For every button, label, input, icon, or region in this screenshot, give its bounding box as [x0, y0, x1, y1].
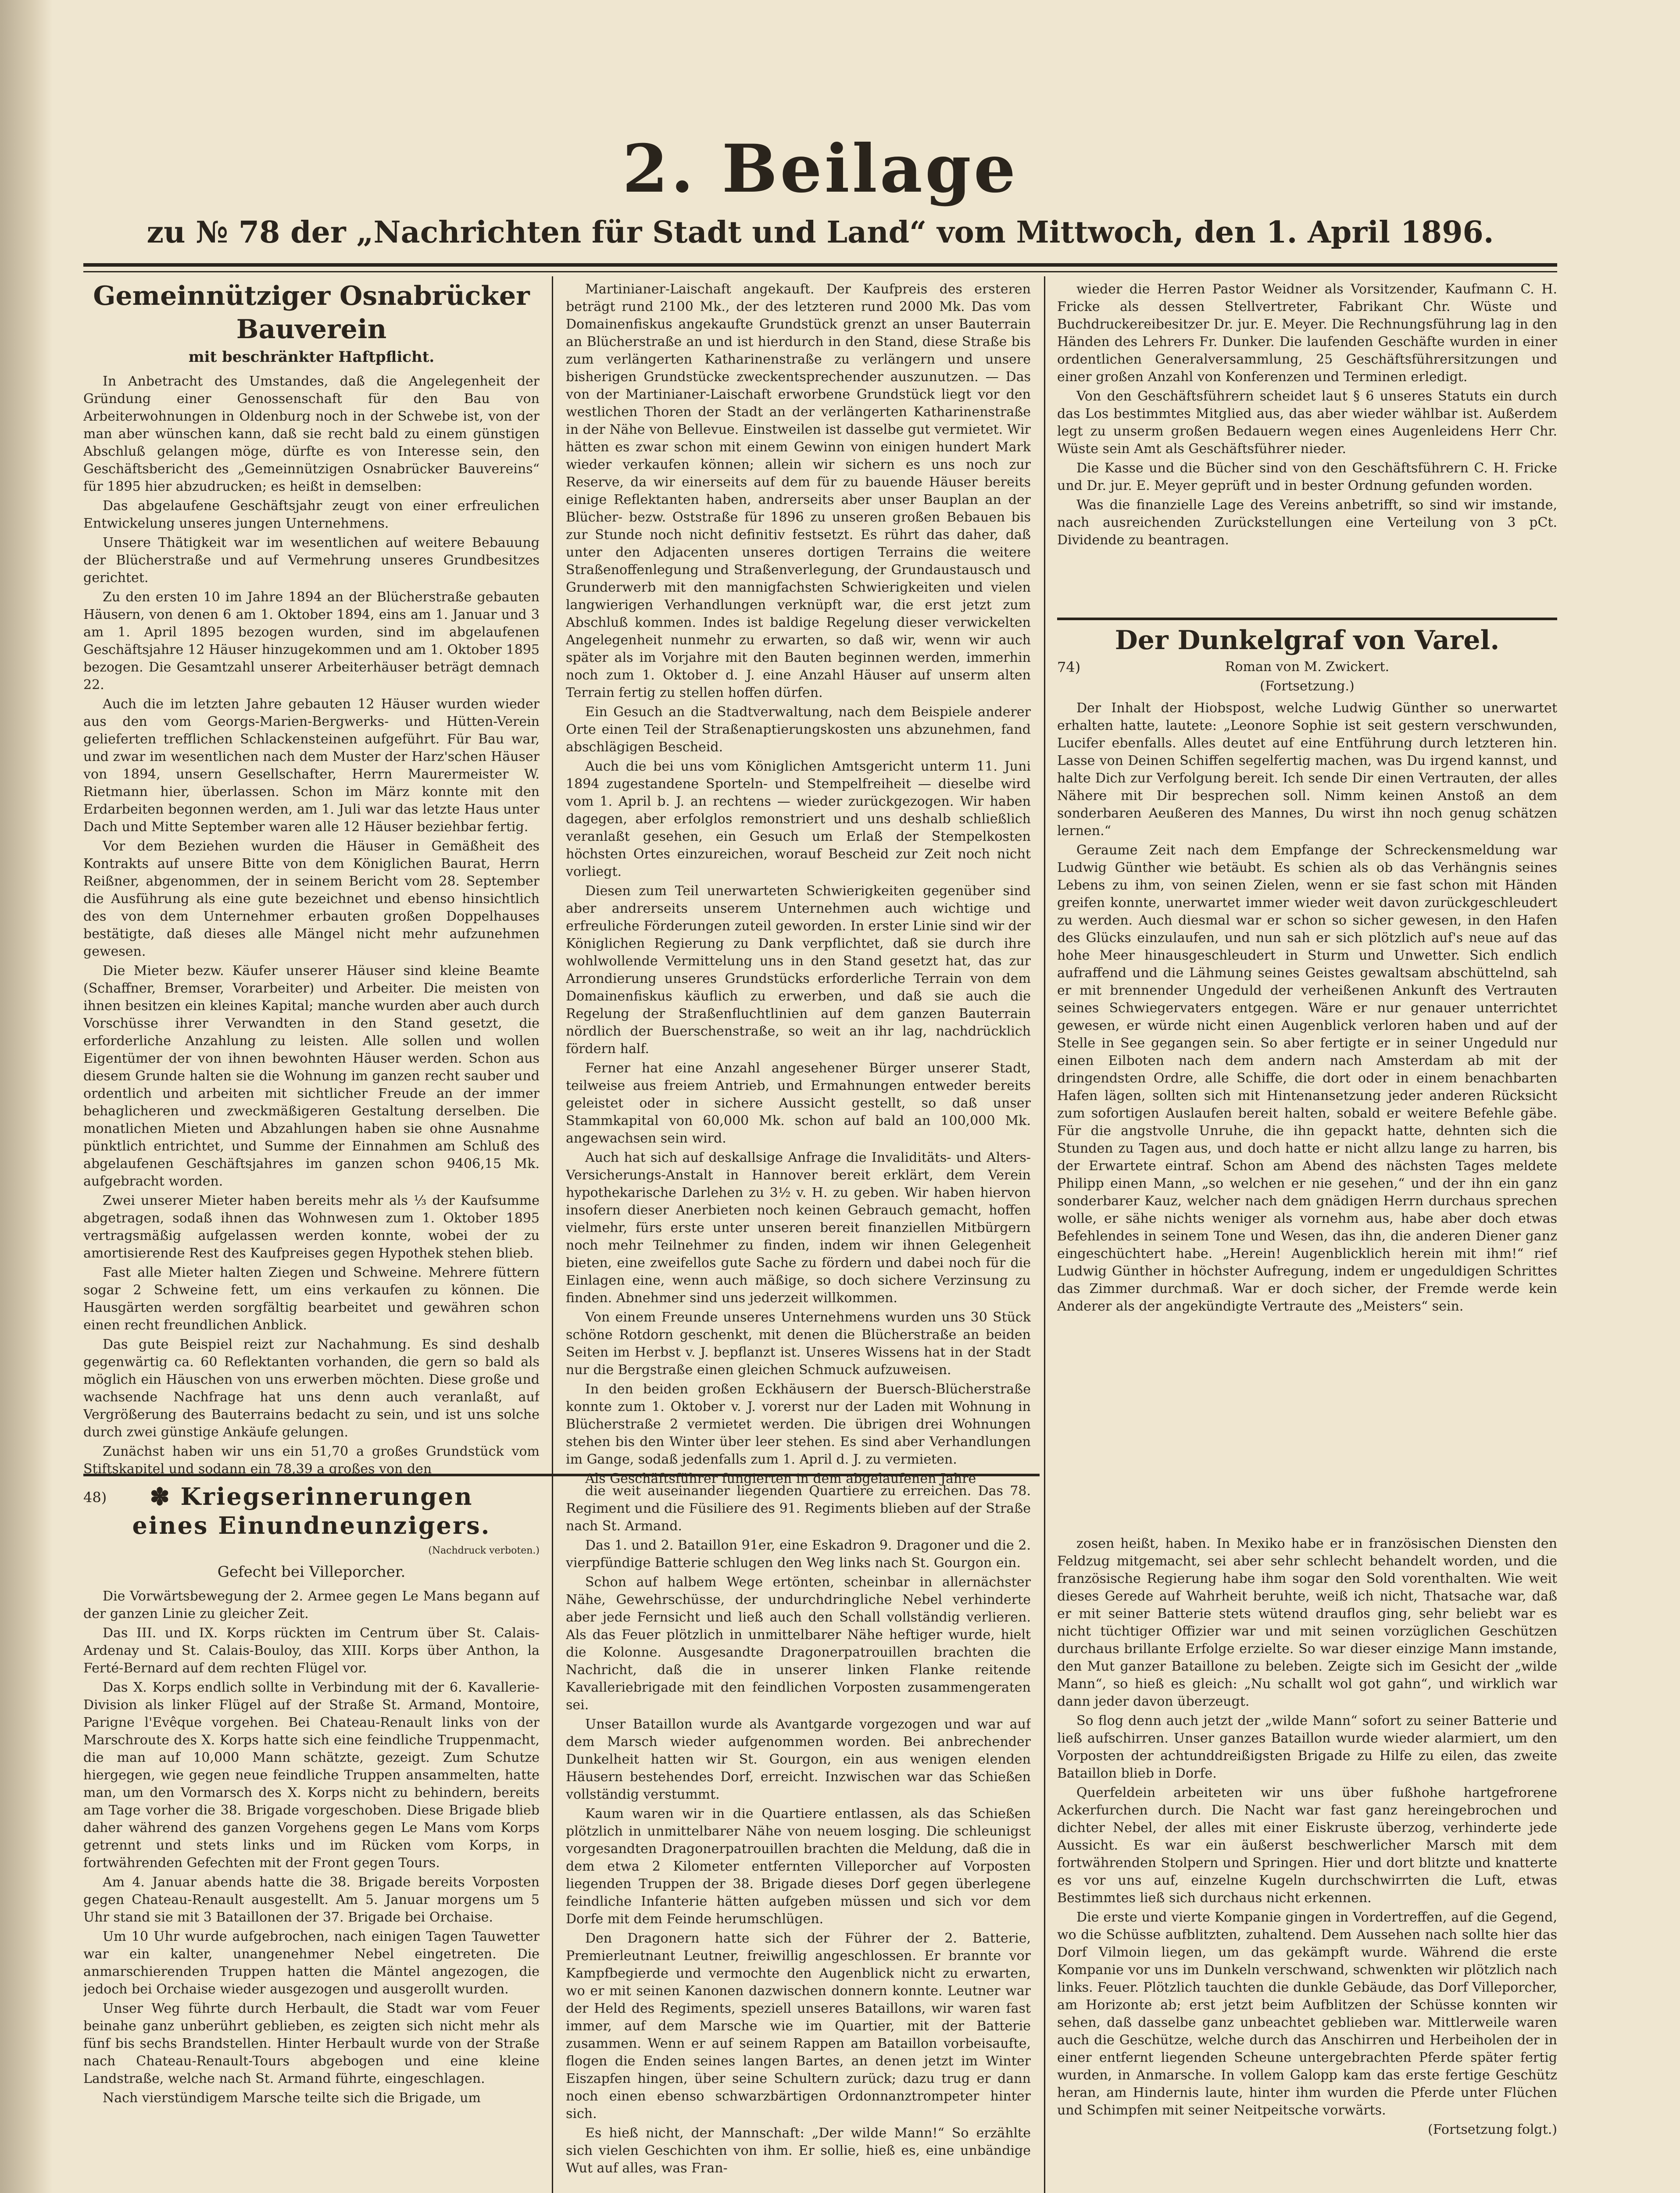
kriegs-paragraph: Kaum waren wir in die Quartiere entlassen, als das Schießen plötzlich in unmittelbarer Nähe von neuem losging. Die schleunigst vorgesandten Dragonerpatrouillen brachten die Meldung, daß die in dem etwa 2 Kilometer entfernten Villeporcher auf Vorposten liegenden Truppen der 38. Brigade dieses Dorf gegen überlegene feindliche Infanterie hätten aufgeben müssen und sich vor dem Dorfe mit dem Feinde herumschlügen.	[566, 1806, 1031, 1927]
kriegs-paragraph: Nach vierstündigem Marsche teilte sich die Brigade, um	[103, 2090, 481, 2106]
article-paragraph: Zwei unserer Mieter haben bereits mehr als ⅓ der Kaufsumme abgetragen, sodaß ihnen das Wohnwesen zum 1. Oktober 1895 vertragsmäßig aufgelassen werden konnte, wobei der zu amortisierende Rest des Kaufpreises gegen Hypothek stehen blieb.	[83, 1193, 540, 1261]
kriegs-subheading: Gefecht bei Villeporcher.	[217, 1563, 406, 1581]
kriegs-column-1	[83, 1482, 540, 2193]
column-divider	[552, 276, 553, 1531]
kriegs-column-3	[1057, 1535, 1557, 2193]
kriegs-paragraph: Schon auf halbem Wege ertönten, scheinbar in allernächster Nähe, Gewehrschüsse, der undurchdringliche Nebel verhinderte aber jede Fernsicht und ließ auch den Schall vollständig verlieren. Als das Feuer plötzlich in unmittelbarer Nähe heftiger wurde, hielt die Kolonne. Ausgesandte Dragonerpatrouillen brachten die Nachricht, daß die in unserer linken Flanke reitende Kavalleriebrigade mit den feindlichen Vorposten zusammengeraten sei.	[566, 1575, 1031, 1713]
article-paragraph: Von einem Freunde unseres Unternehmens wurden uns 30 Stück schöne Rotdorn geschenkt, mit denen die Blücherstraße an beiden Seiten im Herbst v. J. bepflanzt ist. Unseres Wissens hat in der Stadt nur die Bergstraße einen gleichen Schmuck aufzuweisen.	[566, 1310, 1031, 1378]
supplement-title: 2. Beilage	[622, 130, 1019, 207]
page-binding-edge	[0, 0, 53, 2193]
kriegs-paragraph: Um 10 Uhr wurde aufgebrochen, nach einigen Tagen Tauwetter war ein kalter, unangenehmer Nebel eingetreten. Die anmarschierenden Truppen hatten die Mäntel angezogen, die jedoch bei Orchaise wieder ausgezogen und ausgerollt wurden.	[83, 1929, 540, 1997]
kriegs-paragraph: Das X. Korps endlich sollte in Verbindung mit der 6. Kavallerie-Division als linker Flügel auf der Straße St. Armand, Montoire, Parigne l'Evêque vorgehen. Bei Chateau-Renault links von der Marschroute des X. Korps hatte sich eine feindliche Truppenmacht, die man auf 10,000 Mann schätzte, gezeigt. Zum Schutze hiergegen, wie gegen neue feindliche Truppen ansammelten, hatte man, um den Vormarsch des X. Korps nicht zu behindern, bereits am Tage vorher die 38. Brigade vorgeschoben. Diese Brigade blieb daher während des ganzen Vorgehens gegen Le Mans vom Korps getrennt und stets links und im Rücken vom Korps, in fortwährenden Gefechten mit der Front gegen Tours.	[83, 1680, 540, 1871]
reprint-notice: (Nachdruck verboten.)	[428, 1545, 540, 1556]
article-paragraph: Die Kasse und die Bücher sind von den Geschäftsführern C. H. Fricke und Dr. jur. E. Meyer geprüft und in bester Ordnung gefunden worden.	[1057, 461, 1557, 493]
continuation-note: (Fortsetzung folgt.)	[1428, 2122, 1557, 2137]
article-separator	[1057, 618, 1557, 620]
article-paragraph: Als Geschäftsführer fungierten in dem abgelaufenen Jahre	[585, 1471, 976, 1486]
bauverein-heading-line1: Gemeinnütziger Osnabrücker	[93, 281, 530, 311]
bauverein-column-3	[1057, 281, 1557, 614]
newspaper-page	[83, 132, 1557, 2193]
article-paragraph: Zunächst haben wir uns ein 51,70 a großes Grundstück vom Stiftskapitel und sodann ein 78,39 a großes von den	[83, 1444, 540, 1477]
novel-number: 74)	[1057, 659, 1081, 675]
kriegs-paragraph: Unser Bataillon wurde als Avantgarde vorgezogen und war auf dem Marsch wieder aufgenommen worden. Bei anbrechender Dunkelheit hatten wir St. Gourgon, ein aus wenigen elenden Häusern bestehendes Dorf, erreicht. Inzwischen war das Schießen vollständig verstummt.	[566, 1717, 1031, 1802]
kriegs-paragraph: Am 4. Januar abends hatte die 38. Brigade bereits Vorposten gegen Chateau-Renault ausgestellt. Am 5. Januar morgens um 5 Uhr stand sie mit 3 Bataillonen der 37. Brigade bei Orchaise.	[83, 1875, 540, 1925]
article-paragraph: Auch die bei uns vom Königlichen Amtsgericht unterm 11. Juni 1894 zugestandene Sporteln- und Stempelfreiheit — dieselbe wird vom 1. April b. J. an rechtens — wieder zurückgezogen. Wir haben dagegen, aber erfolglos remonstriert und uns deshalb schließlich veranlaßt gesehen, ein Gesuch um Erlaß der Stempelkosten höchsten Ortes einzureichen, worauf Bescheid zur Zeit noch nicht vorliegt.	[566, 759, 1031, 879]
article-paragraph: Die Mieter bezw. Käufer unserer Häuser sind kleine Beamte (Schaffner, Bremser, Vorarbeiter) und Arbeiter. Die meisten von ihnen besitzen ein kleines Kapital; manche wurden aber auch durch Vorschüsse ihrer Verwandten in den Stand gesetzt, die erforderliche Anzahlung zu leisten. Alle sollen und wollen Eigentümer der von ihnen bewohnten Häuser werden. Schon aus diesem Grunde halten sie die Wohnung im ganzen recht sauber und ordentlich und arbeiten mit sichtlicher Freude an der immer behaglicheren und zweckmäßigeren Gestaltung derselben. Die monatlichen Mieten und Abzahlungen haben sie ohne Ausnahme pünktlich entrichtet, und Summe der Einnahmen am Schluß des abgelaufenen Geschäftsjahres im ganzen schon 9406,15 Mk. aufgebracht worden.	[83, 963, 540, 1189]
article-paragraph: Diesen zum Teil unerwarteten Schwierigkeiten gegenüber sind aber andrerseits unserem Unternehmen auch wichtige und erfreuliche Förderungen zuteil geworden. In erster Linie sind wir der Königlichen Regierung zu Dank verpflichtet, daß sie durch ihre wohlwollende Vermittelung uns in den Stand gesetzt hat, das zur Arrondierung unseres Grundstücks erforderliche Terrain von dem Domainenfiskus käuflich zu erwerben, und daß sie auch die Regelung der Straßenfluchtlinien auf dem ganzen Bauterrain nördlich der Buerschenstraße, so weit an ihr lag, nachdrücklich fördern half.	[566, 883, 1031, 1057]
bauverein-subheading: mit beschränkter Haftpflicht.	[188, 348, 435, 366]
article-paragraph: Ein Gesuch an die Stadtverwaltung, nach dem Beispiele anderer Orte einen Teil der Straßenaptierungskosten uns abzunehmen, fand abschlägigen Bescheid.	[566, 704, 1031, 755]
column-divider	[1044, 276, 1045, 2193]
article-paragraph: Ferner hat eine Anzahl angesehener Bürger unserer Stadt, teilweise aus freiem Antrieb, und Ermahnungen entweder bereits geleistet oder in sichere Aussicht gestellt, so daß unser Stammkapital von 60,000 Mk. schon auf bald an 100,000 Mk. angewachsen sein wird.	[566, 1061, 1031, 1146]
header-rule	[83, 263, 1557, 267]
kriegs-paragraph: Das III. und IX. Korps rückten im Centrum über St. Calais-Ardenay und St. Calais-Bouloy, das XIII. Korps über Anthon, la Ferté-Bernard auf dem rechten Flügel vor.	[83, 1625, 540, 1676]
header-rule-thin	[83, 271, 1557, 272]
bauverein-heading-line2: Bauverein	[236, 314, 387, 345]
kriegs-paragraph: So flog denn auch jetzt der „wilde Mann“ sofort zu seiner Batterie und ließ aufschirren. Unser ganzes Bataillon wurde wieder alarmiert, um den Vorposten der achtunddreißigsten Brigade zu Hilfe zu eilen, das zweite Bataillon blieb in Dorfe.	[1057, 1713, 1557, 1781]
article-paragraph: Auch hat sich auf deskallsige Anfrage die Invaliditäts- und Alters-Versicherungs-Anstalt in Hannover bereit erklärt, dem Verein hypothekarische Darlehen zu 3½ v. H. zu geben. Wir haben hiervon insofern dieser Anerbieten noch keinen Gebrauch gemacht, hoffen vielmehr, fürs erste unter unseren bereit finanziellen Mitbürgern noch mehr Teilnehmer zu finden, indem wir ihnen Gelegenheit bieten, eine zweifellos gute Sache zu fördern und dabei noch für die Einlagen eine, wenn auch mäßige, so doch sichere Verzinsung zu finden. Abnehmer sind uns jederzeit willkommen.	[566, 1150, 1031, 1306]
kriegs-paragraph: Das 1. und 2. Bataillon 91er, eine Eskadron 9. Dragoner und die 2. vierpfündige Batterie schlugen den Weg links nach St. Gourgon ein.	[566, 1538, 1031, 1571]
article-paragraph: In den beiden großen Eckhäusern der Buersch-Blücherstraße konnte zum 1. Oktober v. J. vorerst nur der Laden mit Wohnung in Blücherstraße 2 vermietet werden. Die übrigen drei Wohnungen stehen bis den Winter über leer stehen. Es sind aber Verhandlungen im Gange, sodaß jedenfalls zum 1. April d. J. zu vermieten.	[566, 1382, 1031, 1467]
article-paragraph: Das abgelaufene Geschäftsjahr zeugt von einer erfreulichen Entwickelung unseres jungen Unternehmens.	[83, 498, 540, 531]
article-paragraph: Das gute Beispiel reizt zur Nachahmung. Es sind deshalb gegenwärtig ca. 60 Reflektanten vorhanden, die gern so bald als möglich ein Häuschen von uns erwerben möchten. Diese große und wachsende Nachfrage hat uns denn auch veranlaßt, auf Vergrößerung des Bauterrains bedacht zu sein, und ist uns solche durch zwei günstige Ankäufe gelungen.	[83, 1337, 540, 1440]
kriegs-paragraph: zosen heißt, haben. In Mexiko habe er in französischen Diensten den Feldzug mitgemacht, sei aber sehr schlecht behandelt worden, und die französische Regierung habe ihm sogar den Sold vorenthalten. Wie weit dieses Gerede auf Wahrheit beruhte, weiß ich nicht, Thatsache war, daß er mit seiner Batterie stets wütend drauflos ging, sehr beliebt war es nicht tüchtiger Offizier war und mit seinen vorzüglichen Geschützen durchaus brillante Erfolge erzielte. So war dieser einzige Mann imstande, den Mut ganzer Bataillone zu beleben. Zeigte sich im Gesicht der „wilde Mann“, so hieß es gleich: „Nu schallt wol got gahn“, und wirklich war dann jeder davon überzeugt.	[1057, 1536, 1557, 1709]
kriegs-column-2	[566, 1482, 1031, 2193]
novel-continuation: (Fortsetzung.)	[1260, 679, 1355, 694]
article-paragraph: In Anbetracht des Umstandes, daß die Angelegenheit der Gründung einer Genossenschaft für den Bau von Arbeiterwohnungen in Oldenburg noch in der Schwebe ist, von der man aber wünschen kann, daß sie recht bald zu einem günstigen Abschluß gelangen möge, dürfte es von Interesse sein, den Geschäftsbericht des „Gemeinnützigen Osnabrücker Bauvereins“ für 1895 hier abzudrucken; es heißt in demselben:	[83, 374, 540, 494]
kriegs-heading-line1: ✽ Kriegserinnerungen	[150, 1482, 473, 1511]
kriegs-paragraph: Querfeldein arbeiteten wir uns über fußhohe hartgefrorene Ackerfurchen durch. Die Nacht war fast ganz hereingebrochen und dichter Nebel, der alles mit einer Eiskruste überzog, verhinderte jede Aussicht. Es war ein äußerst beschwerlicher Marsch mit dem fortwährenden Stolpern und Springen. Hier und dort blitzte und knatterte es vor uns auf, einzelne Kugeln durchschwirrten die Luft, etwas Bestimmtes ließ sich durchaus nicht erkennen.	[1057, 1785, 1557, 1906]
article-paragraph: Was die finanzielle Lage des Vereins anbetrifft, so sind wir imstande, nach ausreichenden Zurückstellungen eine Verteilung von 3 pCt. Dividende zu beantragen.	[1057, 497, 1557, 548]
bauverein-column-2	[566, 281, 1031, 1526]
kriegs-heading-line2: eines Einundneunzigers.	[132, 1511, 491, 1539]
section-separator	[83, 1474, 1040, 1476]
kriegs-number: 48)	[83, 1489, 107, 1506]
article-paragraph: Zu den ersten 10 im Jahre 1894 an der Blücherstraße gebauten Häusern, von denen 6 am 1. Oktober 1894, eins am 1. Januar und 3 am 1. April 1895 bezogen wurden, sind im abgelaufenen Geschäftsjahre 12 Häuser hinzugekommen und am 1. Oktober 1895 bezogen. Die Gesamtzahl unserer Arbeiterhäuser beträgt demnach 22.	[83, 589, 540, 693]
article-paragraph: Vor dem Beziehen wurden die Häuser in Gemäßheit des Kontrakts auf unsere Bitte von dem Königlichen Baurat, Herrn Reißner, abgenommen, der in seinem Bericht vom 28. September die Ausführung als eine gute bezeichnet und ebenso hinsichtlich des von dem Unternehmer erbauten großen Doppelhauses bestätigte, daß dieses alle Mängel nicht mehr aufzunehmen gewesen.	[83, 839, 540, 959]
novel-column	[1057, 625, 1557, 1531]
article-paragraph: Auch die im letzten Jahre gebauten 12 Häuser wurden wieder aus den vom Georgs-Marien-Bergwerks- und Hütten-Verein gelieferten trefflichen Schlackensteinen aufgeführt. Für Bau war, und zwar im wesentlichen nach dem Muster der Harz'schen Häuser von 1894, unsern Gesellschafter, Herrn Maurermeister W. Rietmann hier, überlassen. Schon im März konnte mit den Erdarbeiten begonnen werden, am 1. Juli war das letzte Haus unter Dach und Mitte September waren alle 12 Häuser beziehbar fertig.	[83, 696, 540, 835]
kriegs-paragraph: Unser Weg führte durch Herbault, die Stadt war vom Feuer beinahe ganz unberührt geblieben, es zeigten sich nicht mehr als fünf bis sechs Brandstellen. Hinter Herbault wurde von der Straße nach Chateau-Renault-Tours abgebogen und eine kleine Landstraße, welche nach St. Armand führte, eingeschlagen.	[83, 2001, 540, 2086]
bauverein-column-1	[83, 281, 540, 1526]
novel-paragraph: Der Inhalt der Hiobspost, welche Ludwig Günther so unerwartet erhalten hatte, lautete: „Leonore Sophie ist seit gestern verschwunden, Lucifer ebenfalls. Alles deutet auf eine Entführung durch letzteren hin. Lasse von Deinen Schiffen segelfertig machen, was Du irgend kannst, und halte Dich zur Verfolgung bereit. Ich sende Dir einen Vertrauten, der alles Nähere mit Dir besprechen soll. Nimm keinen Anstoß an dem sonderbaren Aeußeren des Mannes, Du wirst ihn noch genug schätzen lernen.“	[1057, 700, 1557, 839]
article-paragraph: wieder die Herren Pastor Weidner als Vorsitzender, Kaufmann C. H. Fricke als dessen Stellvertreter, Fabrikant Chr. Wüste und Buchdruckereibesitzer Dr. jur. E. Meyer. Die Rechnungsführung lag in den Händen des Lehrers Fr. Dunker. Die laufenden Geschäfte wurden in einer ordentlichen Generalversammlung, 25 Geschäftsführersitzungen und einer großen Anzahl von Konferenzen und Terminen erledigt.	[1057, 282, 1557, 385]
article-paragraph: Von den Geschäftsführern scheidet laut § 6 unseres Statuts ein durch das Los bestimmtes Mitglied aus, das aber wieder wählbar ist. Außerdem legt zu unserm großen Bedauern wegen eines Augenleidens Herr Chr. Wüste sein Amt als Geschäftsführer nieder.	[1057, 389, 1557, 457]
supplement-subtitle: zu № 78 der „Nachrichten für Stadt und Land“ vom Mittwoch, den 1. April 1896.	[147, 215, 1494, 250]
novel-byline: Roman von M. Zwickert.	[1225, 659, 1390, 675]
article-paragraph: Unsere Thätigkeit war im wesentlichen auf weitere Bebauung der Blücherstraße und auf Vermehrung unseres Grundbesitzes gerichtet.	[83, 535, 540, 586]
kriegs-paragraph: Es hieß nicht, der Mannschaft: „Der wilde Mann!“ So erzählte sich vielen Geschichten von ihm. Er sollie, hieß es, eine unbändige Wut auf alles, was Fran-	[566, 2125, 1031, 2176]
kriegs-paragraph: Die Vorwärtsbewegung der 2. Armee gegen Le Mans begann auf der ganzen Linie zu gleicher Zeit.	[83, 1589, 540, 1622]
novel-paragraph: Geraume Zeit nach dem Empfange der Schreckensmeldung war Ludwig Günther wie betäubt. Es schien als ob das Verhängnis seines Lebens zu ihm, von seinen Zielen, wenn er sie fast schon mit Händen greifen konnte, unerwartet immer wieder weit davon zurückgeschleudert zu werden. Auch diesmal war er schon so sicher gewesen, in den Hafen des Glücks einzulaufen, und nun sah er sich plötzlich auf's neue auf das hohe Meer hinausgeschleudert in Sturm und Unwetter. Sich endlich aufraffend und die Lähmung seines Geistes gewaltsam abschüttelnd, sah er mit brennender Ungeduld der verheißenen Ankunft des Vertrauten seines Schwiegervaters entgegen. Wäre er nur genauer unterrichtet gewesen, er würde nicht einen Augenblick verloren haben und auf der Stelle in See gegangen sein. So aber fertigte er in seiner Ungeduld nur einen Eilboten nach dem andern nach Amsterdam ab mit der dringendsten Ordre, alle Schiffe, die dort oder in einem benachbarten Hafen lägen, sollten sich mit Hintenansetzung jeder anderen Rücksicht zum sofortigen Auslaufen bereit halten, sobald er weitere Befehle gäbe. Für die angstvolle Unruhe, die ihn gepackt hatte, dehnten sich die Stunden zu Tagen aus, und doch hatte er nicht allzu lange zu harren, bis der Erwartete eintraf. Schon am Abend des nächsten Tages meldete Philipp einen Mann, „so welchen er nie gesehen,“ und der ihn ein ganz sonderbarer Kauz, welcher nach dem gnädigen Herrn durchaus sprechen wolle, er sähe nichts weniger als vornehm aus, habe aber doch etwas Befehlendes in seinem Tone und Wesen, das ihn, die anderen Diener ganz eingeschüchtert habe. „Herein! Augenblicklich herein mit ihm!“ rief Ludwig Günther in höchster Aufregung, indem er ungeduldigen Schrittes das Zimmer durchmaß. War er doch sicher, der Fremde werde kein Anderer als der angekündigte Vertraute des „Meisters“ sein.	[1057, 843, 1557, 1314]
article-paragraph: Fast alle Mieter halten Ziegen und Schweine. Mehrere füttern sogar 2 Schweine fett, um eins verkaufen zu können. Die Hausgärten werden sorgfältig bearbeitet und gewähren schon einen recht freundlichen Anblick.	[83, 1265, 540, 1333]
column-divider	[552, 1482, 553, 2193]
kriegs-paragraph: Den Dragonern hatte sich der Führer der 2. Batterie, Premierleutnant Leutner, freiwillig angeschlossen. Er brannte vor Kampfbegierde und vermochte den Augenblick nicht zu erwarten, wo er mit seinen Kanonen dazwischen donnern konnte. Leutner war der Held des Regiments, speziell unseres Bataillons, wir waren fast immer, auf dem Marsche wie im Quartier, mit der Batterie zusammen. Wenn er auf seinem Rappen am Bataillon vorbeisaufte, flogen die Enden seines langen Bartes, an denen jetzt im Winter Eiszapfen hingen, über seine Schultern zurück; dazu trug er dann noch einen ebenso schwarzbärtigen Ordonnanztrompeter hinter sich.	[566, 1931, 1031, 2122]
novel-heading: Der Dunkelgraf von Varel.	[1115, 625, 1500, 656]
kriegs-paragraph: Die erste und vierte Kompanie gingen in Vordertreffen, auf die Gegend, wo die Schüsse aufblitzten, zuhaltend. Dem Aussehen nach sollte hier das Dorf Vilmoin liegen, um das gekämpft wurde. Während die erste Kompanie vor uns im Dunkeln verschwand, schwenkten wir plötzlich nach links. Feuer. Plötzlich tauchten die dunkle Gebäude, das Dorf Villeporcher, am Horizonte ab; erst jetzt beim Aufblitzen der Schüsse konnten wir sehen, daß dasselbe ganz unbeachtet geblieben war. Mittlerweile waren auch die Geschütze, welche durch das Anschirren und Herbeiholen der in einer entfernt liegenden Scheune untergebrachten Pferde später fertig wurden, in Anmarsche. In vollem Galopp kam das erste fertige Geschütz heran, am Hindernis laute, hinter ihm wurden die Pferde unter Flüchen und Schimpfen mit seiner Neitpeitsche vorwärts.	[1057, 1910, 1557, 2118]
kriegs-paragraph: die weit auseinander liegenden Quartiere zu erreichen. Das 78. Regiment und die Füsiliere des 91. Regiments blieben auf der Straße nach St. Armand.	[566, 1483, 1031, 1534]
article-paragraph: Martinianer-Laischaft angekauft. Der Kaufpreis des ersteren beträgt rund 2100 Mk., der des letzteren rund 2000 Mk. Das vom Domainenfiskus angekaufte Grundstück grenzt an unser Bauterrain an Blücherstraße an und ist hierdurch in den Stand, diese Straße bis zum verlängerten Katharinenstraße zu verlängern und unsere bisherigen Grundstücke zweckentsprechender auszunutzen. — Das von der Martinianer-Laischaft erworbene Grundstück liegt vor den westlichen Thoren der Stadt an der verlängerten Katharinenstraße in der Nähe von Bellevue. Einstweilen ist dasselbe gut vermietet. Wir hätten es zwar schon mit einem Gewinn von einigen hundert Mark wieder verkaufen können; allein wir sichern es uns noch zur Reserve, da wir einerseits auf dem für zu bauende Häuser bereits einige Reflektanten haben, andrerseits aber unser Bauplan an der Blücher- bezw. Oststraße für 1896 zu unseren großen Bebauen bis zur Stunde noch nicht definitiv festsetzt. Es rührt das daher, daß unter den Adjacenten unseres dortigen Terrains die weitere Straßenoffenlegung und Straßenverlegung, der Grundaustausch und Grunderwerb mit den mannigfachsten Schwierigkeiten und vielen langwierigen Verhandlungen verknüpft war, die erst jetzt zum Abschluß kommen. Indes ist baldige Regelung dieser verwickelten Angelegenheit nunmehr zu erwarten, so daß wir, wenn wir auch später als im Vorjahre mit den Bauten beginnen werden, immerhin noch zum 1. Oktober d. J. eine Anzahl Häuser auf unserm alten Terrain fertig zu stellen hoffen dürfen.	[566, 282, 1031, 700]
